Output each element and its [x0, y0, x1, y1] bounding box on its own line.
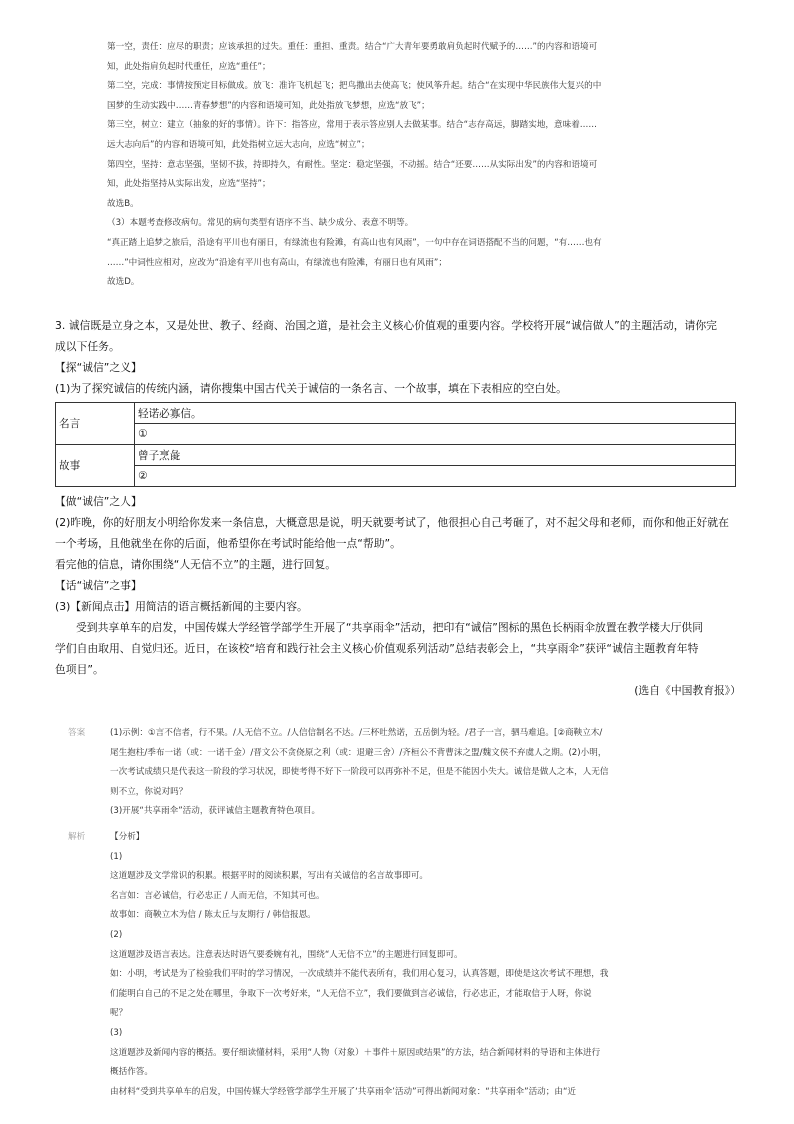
table-cell: 曾子烹彘 [135, 445, 736, 466]
analysis-line: 这道题涉及文学常识的积累。根据平时的阅读积累，写出有关诚信的名言故事即可。 [110, 871, 428, 882]
section-heading: 【探“诚信”之义】 [55, 361, 142, 374]
task-2: (2)昨晚，你的好朋友小明给你发来一条信息，大概意思是说，明天就要考试了，他很担心自己考砸了，对不起父母和老师，而你和他正好就在 [55, 516, 729, 529]
answer-line: 尾生抱柱/季布一诺（或：一诺千金）/晋文公不贪侥原之利（或：退避三舍）/齐桓公不背曹沫之盟/魏文侯不弃虞人之期。(2)小明， [110, 747, 607, 758]
news-paragraph: 学们自由取用、自觉归还。近日，在该校“培育和践行社会主义核心价值观系列活动”总结表彰会上，“共享雨伞”获评“诚信主题教育年特 [55, 642, 699, 655]
answer-label: 答案 [68, 728, 86, 738]
explanation-line: 第四空，坚持：意志坚强，坚韧不拔，持即持久，有耐性。坚定：稳定坚强，不动摇。结合“还要……从实际出发”的内容和语境可 [107, 159, 598, 170]
task-2: 看完他的信息，请你围绕“人无信不立”的主题，进行回复。 [55, 558, 337, 571]
answer-analysis-block [68, 724, 748, 1102]
analysis-line: (2) [110, 929, 123, 940]
task-3: (3)【新闻点击】用简洁的语言概括新闻的主要内容。 [55, 600, 308, 613]
news-paragraph: 色项目”。 [55, 663, 104, 676]
analysis-line: 【分析】 [110, 831, 145, 842]
explanation-line: 远大志向后”的内容和语境可知，此处指树立远大志向，应选“树立”； [107, 139, 370, 150]
analysis-line: 这道题涉及语言表达。注意表达时语气要委婉有礼，围绕“人无信不立”的主题进行回复即可。 [110, 949, 463, 960]
answer-line: 则不立，你说对吗？ [110, 786, 188, 797]
analysis-line: (1) [110, 851, 123, 862]
analysis-line: 故事如：商鞅立木为信 / 陈太丘与友期行 / 韩信报恩。 [110, 910, 316, 921]
explanation-line: ……”中词性应相对，应改为“沿途有平川也有高山，有绿流也有险滩，有丽日也有风雨”； [107, 257, 447, 268]
section-heading: 【做“诚信”之人】 [55, 495, 142, 508]
answer-line: 一次考试成绩只是代表这一阶段的学习状况，即使考得不好下一阶段可以再弥补不足，但是不能因小失大。诚信是做人之本，人无信 [110, 767, 609, 778]
table-cell: 轻诺必寡信。 [135, 403, 736, 424]
explanation-line: 第二空，完成：事情按预定目标做成。放飞：准许飞机起飞；把鸟撒出去使高飞；使风筝升起。结合“在实现中华民族伟大复兴的中 [107, 81, 602, 92]
analysis-section [68, 828, 748, 1102]
table-category-story: 故事 [56, 445, 135, 487]
question-intro: 3. 诚信既是立身之本，又是处世、教子、经商、治国之道，是社会主义核心价值观的重要内容。学校将开展“诚信做人”的主题活动，请你完 [55, 319, 717, 332]
explanation-line: 第三空，树立：建立（抽象的好的事情）。许下：指答应，常用于表示答应别人去做某事。结合“志存高远，脚踏实地，意味着…… [107, 120, 597, 131]
analysis-label: 解析 [68, 831, 86, 842]
explanation-line: （3）本题考查修改病句。常见的病句类型有语序不当、缺少成分、表意不明等。 [107, 218, 414, 229]
table-row [56, 403, 736, 424]
news-paragraph: 受到共享单车的启发，中国传媒大学经管学部学生开展了“共享雨伞”活动，把印有“诚信”图标的黑色长柄雨伞放置在教学楼大厅供同 [76, 621, 703, 634]
analysis-line: 这道题涉及新闻内容的概括。要仔细读懂材料，采用“人物（对象）＋事件＋原因或结果”的方法，结合新闻材料的导语和主体进行 [110, 1047, 601, 1058]
question-intro: 成以下任务。 [55, 340, 120, 353]
explanation-line: 故选D。 [107, 277, 140, 288]
explanation-line: 知，此处指肩负起时代重任，应选“重任”； [107, 61, 271, 72]
analysis-line: 呢？ [110, 1008, 128, 1019]
task-2: 一个考场，且他就坐在你的后面，他希望你在考试时能给他一点“帮助”。 [55, 537, 401, 550]
task-1: (1)为了探究诚信的传统内涵，请你搜集中国古代关于诚信的一条名言、一个故事，填在下表相应的空白处。 [55, 382, 567, 395]
analysis-line: 概括作答。 [110, 1067, 153, 1078]
answer-section [68, 724, 748, 822]
news-source: (选自《中国教育报》） [634, 684, 741, 697]
analysis-line: 由材料“受到共享单车的启发，中国传媒大学经管学部学生开展了‘共享雨伞’活动”可得出新闻对象：“共享雨伞”活动；由“近 [110, 1086, 577, 1097]
answer-line: (1)示例：①言不信者，行不果。/人无信不立。/人信信制名不达。/三杯吐然诺，五岳倒为轻。/君子一言，驷马难追。[②商鞅立木/ [110, 728, 603, 738]
explanation-line: 第一空，责任：应尽的职责；应该承担的过失。重任：重担、重责。结合“广大青年要勇敢肩负起时代赋予的……”的内容和语境可 [107, 42, 598, 52]
section-heading: 【话“诚信”之事】 [55, 579, 142, 592]
previous-answer-explanation [107, 38, 727, 293]
table-cell-blank-2[interactable]: ② [135, 466, 736, 487]
analysis-line: 如：小明，考试是为了检验我们平时的学习情况，一次成绩并不能代表所有，我们用心复习，认真答题，即使是这次考试不理想，我 [110, 969, 609, 980]
analysis-line: (3) [110, 1027, 123, 1038]
explanation-line: 国梦的生动实践中……青春梦想”的内容和语境可知，此处指放飞梦想，应选“放飞”； [107, 100, 430, 111]
table-row [56, 466, 736, 487]
table-cell-blank-1[interactable]: ① [135, 424, 736, 445]
explanation-line: 知，此处指坚持从实际出发，应选“坚持”； [107, 179, 271, 190]
table-row [56, 424, 736, 445]
table-row [56, 445, 736, 466]
explanation-line: “真正踏上追梦之旅后，沿途有平川也有丽日，有绿流也有险滩，有高山也有风雨”，一句中存在词语搭配不当的问题，“有……也有 [107, 237, 602, 248]
question-3 [55, 315, 745, 701]
explanation-line: 故选B。 [107, 198, 139, 209]
analysis-line: 们能明白自己的不足之处在哪里，争取下一次考好来，“人无信不立”，我们要做到言必诚信，行必忠正，才能取信于人呀，你说 [110, 988, 592, 999]
table-category-saying: 名言 [56, 403, 135, 445]
answer-line: (3)开展“共享雨伞”活动，获评诚信主题教育特色项目。 [110, 806, 321, 817]
saying-story-table [55, 402, 736, 487]
analysis-line: 名言如：言必诚信，行必忠正 / 人而无信，不知其可也。 [110, 890, 325, 901]
